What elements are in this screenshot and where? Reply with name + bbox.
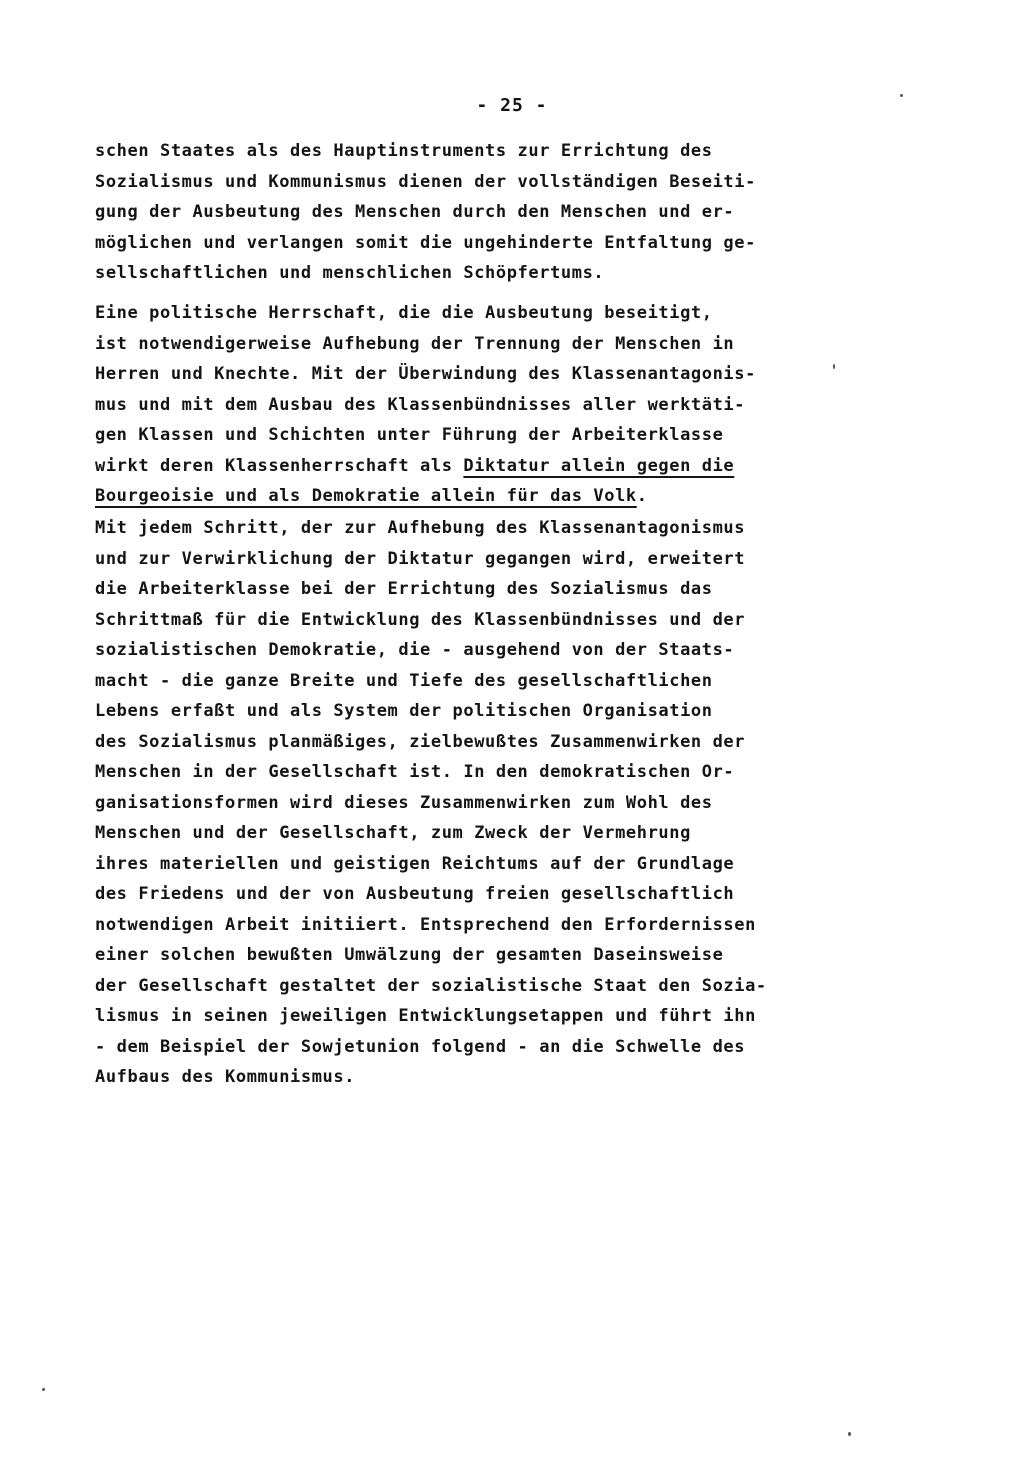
text-line: Schrittmaß für die Entwicklung des Klassenbündnisses und der bbox=[95, 609, 746, 630]
scan-speck bbox=[833, 364, 835, 369]
paragraph-1 bbox=[95, 136, 855, 289]
text-line: Aufbaus des Kommunismus. bbox=[95, 1067, 356, 1087]
text-line: gen Klassen und Schichten unter Führung der Arbeiterklasse bbox=[95, 425, 724, 445]
scan-speck bbox=[900, 94, 903, 97]
text-line: des Friedens und der von Ausbeutung freien gesellschaftlich bbox=[95, 884, 735, 904]
text-line-mixed bbox=[95, 451, 855, 482]
text-line: Eine politische Herrschaft, die die Ausbeutung beseitigt, bbox=[95, 303, 713, 323]
text-line-suffix: . bbox=[636, 486, 648, 506]
text-line: sozialistischen Demokratie, die - ausgehend von der Staats- bbox=[95, 640, 735, 660]
text-line: des Sozialismus planmäßiges, zielbewußtes Zusammenwirken der bbox=[95, 731, 746, 752]
text-line: mus und mit dem Ausbau des Klassenbündnisses aller werktäti- bbox=[95, 394, 746, 415]
text-line: Lebens erfaßt und als System der politischen Organisation bbox=[95, 701, 713, 721]
text-line: lismus in seinen jeweiligen Entwicklungsetappen und führt ihn bbox=[95, 1006, 756, 1026]
paragraph-2 bbox=[95, 298, 855, 512]
text-line: möglichen und verlangen somit die ungehinderte Entfaltung ge- bbox=[95, 232, 756, 253]
underlined-emphasis: Bourgeoisie und als Demokratie allein für das Volk bbox=[95, 486, 637, 506]
text-line: ist notwendigerweise Aufhebung der Trennung der Menschen in bbox=[95, 333, 735, 354]
text-line: notwendigen Arbeit initiiert. Entsprechend den Erfordernissen bbox=[95, 914, 756, 935]
paragraph-3 bbox=[95, 513, 855, 1093]
scan-speck bbox=[848, 1432, 851, 1436]
text-line: schen Staates als des Hauptinstruments zur Errichtung des bbox=[95, 141, 713, 161]
text-line-mixed bbox=[95, 481, 855, 512]
text-line: macht - die ganze Breite und Tiefe des gesellschaftlichen bbox=[95, 670, 713, 691]
text-line: der Gesellschaft gestaltet der sozialistische Staat den Sozia- bbox=[95, 975, 767, 996]
text-line: Sozialismus und Kommunismus dienen der vollständigen Beseiti- bbox=[95, 171, 756, 192]
scan-speck bbox=[42, 1388, 45, 1391]
text-line: gung der Ausbeutung des Menschen durch den Menschen und er- bbox=[95, 202, 735, 222]
text-line: ihres materiellen und geistigen Reichtums auf der Grundlage bbox=[95, 853, 735, 874]
text-line: einer solchen bewußten Umwälzung der gesamten Daseinsweise bbox=[95, 945, 724, 965]
text-line: sellschaftlichen und menschlichen Schöpfertums. bbox=[95, 263, 605, 283]
text-line: Herren und Knechte. Mit der Überwindung des Klassenantagonis- bbox=[95, 364, 756, 384]
text-line: - dem Beispiel der Sowjetunion folgend - an die Schwelle des bbox=[95, 1036, 746, 1057]
underlined-emphasis: Diktatur allein gegen die bbox=[463, 455, 735, 476]
text-line: Mit jedem Schritt, der zur Aufhebung des Klassenantagonismus bbox=[95, 518, 746, 538]
text-line: ganisationsformen wird dieses Zusammenwirken zum Wohl des bbox=[95, 792, 713, 813]
text-line: Menschen und der Gesellschaft, zum Zweck der Vermehrung bbox=[95, 823, 691, 843]
page-number: - 25 - bbox=[476, 95, 548, 116]
text-line: und zur Verwirklichung der Diktatur gegangen wird, erweitert bbox=[95, 548, 746, 569]
text-line-prefix: wirkt deren Klassenherrschaft als bbox=[95, 455, 464, 476]
text-line: die Arbeiterklasse bei der Errichtung des Sozialismus das bbox=[95, 579, 713, 599]
text-line: Menschen in der Gesellschaft ist. In den demokratischen Or- bbox=[95, 762, 735, 782]
